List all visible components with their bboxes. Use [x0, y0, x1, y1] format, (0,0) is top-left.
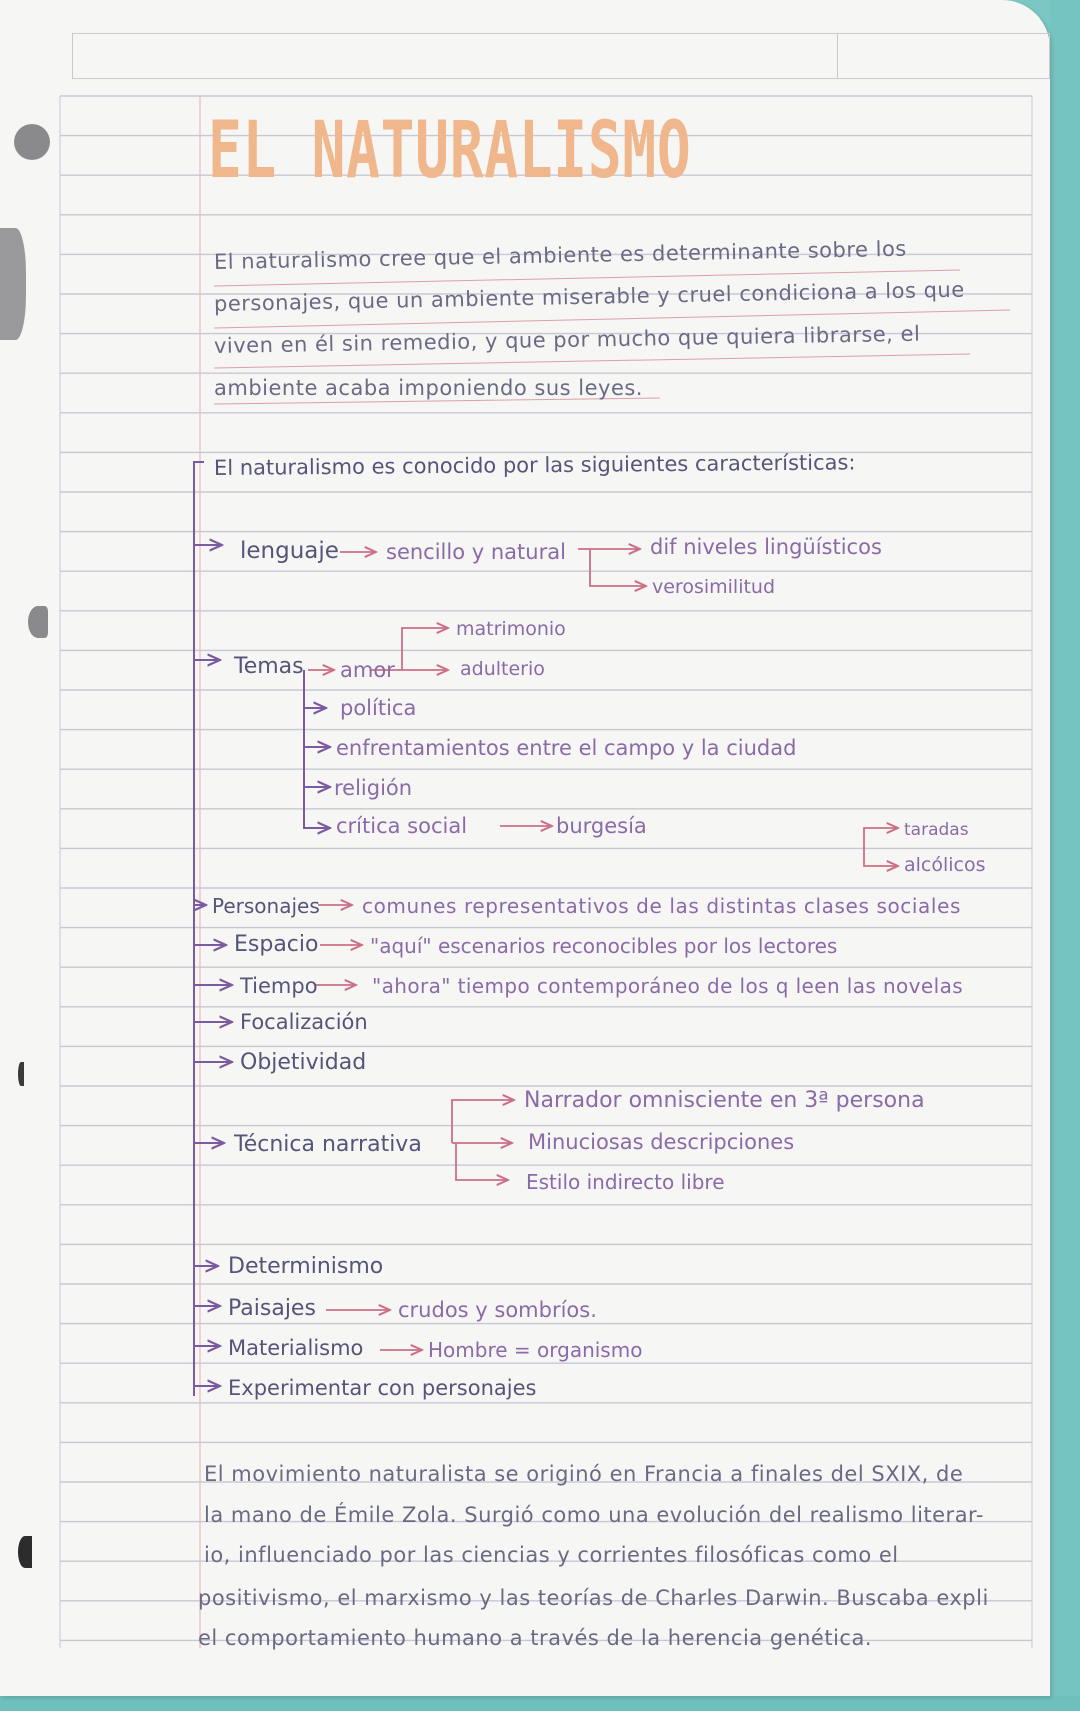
- closing-line: positivismo, el marxismo y las teorías de Charles Darwin. Buscaba expli: [198, 1586, 989, 1610]
- closing-line: la mano de Émile Zola. Surgió como una evolución del realismo literar-: [204, 1503, 984, 1527]
- personajes-label: Personajes: [212, 894, 320, 918]
- lenguaje-sub: dif niveles lingüísticos: [650, 535, 882, 559]
- focalizacion-label: Focalización: [240, 1010, 368, 1034]
- determinismo-label: Determinismo: [228, 1254, 384, 1279]
- lenguaje-sub: verosimilitud: [652, 576, 776, 598]
- objetividad-label: Objetividad: [240, 1050, 367, 1075]
- temas-item: religión: [334, 776, 413, 800]
- tiempo-label: Tiempo: [240, 974, 318, 998]
- tecnica-sub: Minuciosas descripciones: [528, 1130, 795, 1154]
- materialismo-value: Hombre = organismo: [428, 1338, 643, 1362]
- characteristics-heading: El naturalismo es conocido por las siguientes características:: [213, 450, 856, 480]
- tecnica-label: Técnica narrativa: [234, 1132, 422, 1157]
- background-edge-bottom: [0, 1696, 1080, 1711]
- intro-line: ambiente acaba imponiendo sus leyes.: [214, 376, 643, 400]
- temas-item: crítica social: [336, 814, 468, 838]
- critica-target: burgesía: [556, 814, 647, 838]
- tiempo-value: "ahora" tiempo contemporáneo de los q leen las novelas: [372, 974, 964, 998]
- closing-line: io, influenciado por las ciencias y corrientes filosóficas como el: [204, 1543, 899, 1567]
- critica-sub: alcólicos: [904, 854, 986, 876]
- main-bracket: [194, 462, 204, 1396]
- temas-amor: amor: [340, 658, 395, 682]
- paisajes-value: crudos y sombríos.: [398, 1298, 597, 1322]
- temas-label: Temas: [234, 654, 304, 679]
- background-edge: [1050, 0, 1080, 1711]
- intro-line: personajes, que un ambiente miserable y cruel condiciona a los que: [213, 277, 965, 316]
- closing-line: El movimiento naturalista se originó en Francia a finales del SXIX, de: [204, 1462, 964, 1486]
- critica-sub: taradas: [904, 820, 969, 840]
- page-title: EL NATURALISMO: [208, 106, 692, 196]
- closing-line: el comportamiento humano a través de la herencia genética.: [198, 1626, 872, 1650]
- espacio-label: Espacio: [234, 932, 319, 957]
- temas-amor-sub: adulterio: [460, 658, 545, 680]
- paisajes-label: Paisajes: [228, 1296, 316, 1321]
- temas-item: política: [340, 696, 417, 720]
- espacio-value: "aquí" escenarios reconocibles por los lectores: [370, 934, 838, 958]
- lenguaje-label: lenguaje: [240, 538, 339, 564]
- intro-line: viven en él sin remedio, y que por mucho que quiera librarse, el: [213, 321, 921, 358]
- experimentar-label: Experimentar con personajes: [228, 1376, 537, 1400]
- materialismo-label: Materialismo: [228, 1336, 364, 1360]
- temas-amor-sub: matrimonio: [456, 618, 566, 640]
- temas-item: enfrentamientos entre el campo y la ciudad: [336, 736, 797, 760]
- personajes-value: comunes representativos de las distintas clases sociales: [362, 894, 961, 918]
- tecnica-sub: Estilo indirecto libre: [526, 1170, 725, 1194]
- lenguaje-value: sencillo y natural: [386, 540, 566, 564]
- tecnica-sub: Narrador omnisciente en 3ª persona: [524, 1088, 925, 1113]
- intro-line: El naturalismo cree que el ambiente es determinante sobre los: [213, 236, 907, 274]
